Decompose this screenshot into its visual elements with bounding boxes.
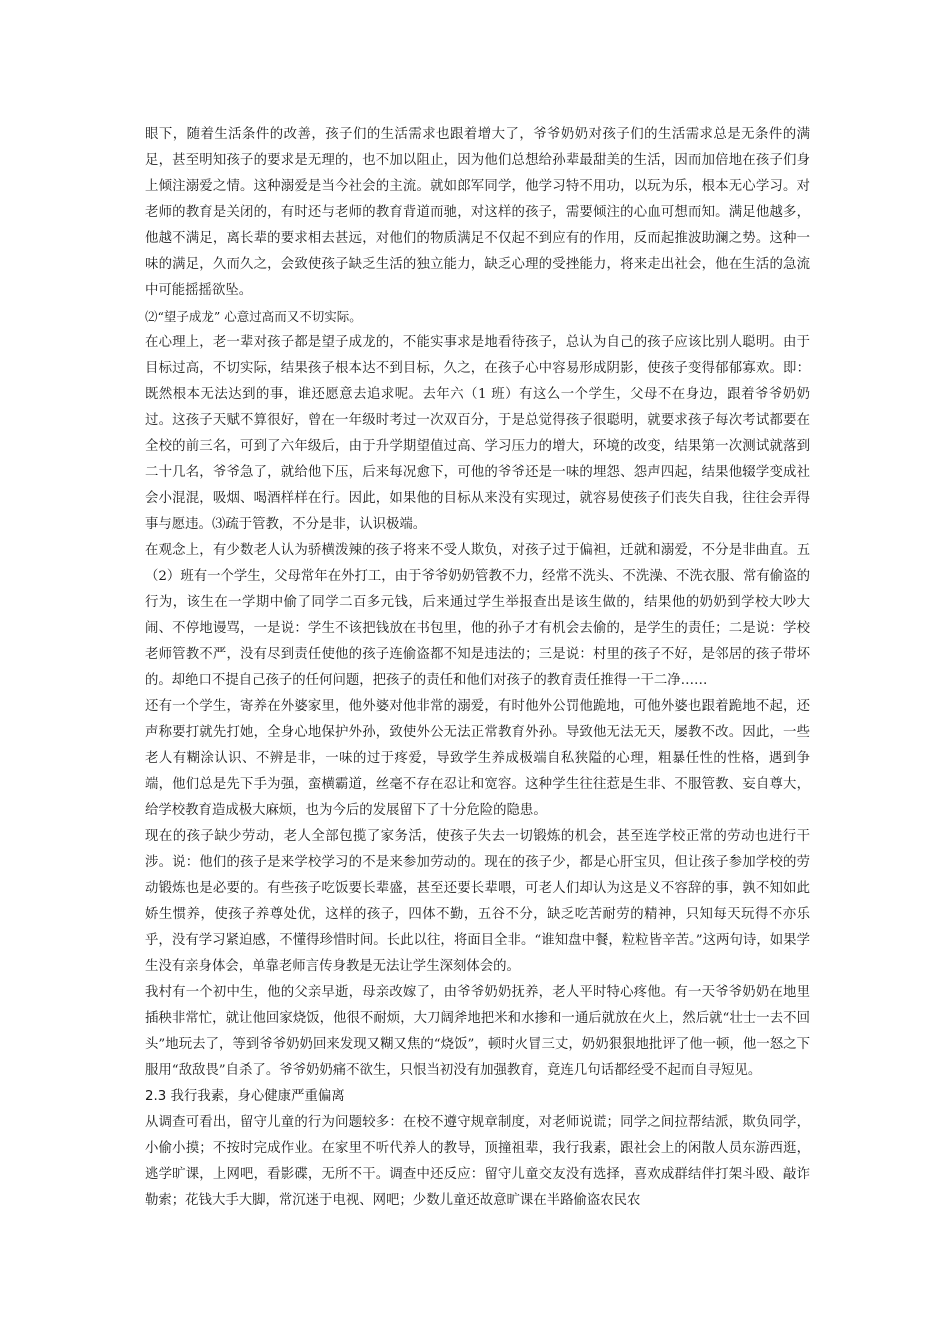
- paragraph-grandmother: 还有一个学生，寄养在外婆家里，他外婆对他非常的溺爱，有时他外公罚他跪地，可他外婆也跟着跪地不起，还声称要打就先打她，全身心地保护外孙，致使外公无法正常教育外孙。导致他无法无天，屡教不改。因此，一些老人有糊涂认识、不辨是非，一味的过于疼爱，导致学生养成极端自私狭隘的心理，粗暴任性的性格，遇到争端，他们总是先下手为强，蛮横霸道，丝毫不存在忍让和宽容。这种学生往往惹是生非、不服管教、妄自尊大，给学校教育造成极大麻烦，也为今后的发展留下了十分危险的隐患。: [145, 699, 810, 818]
- paragraph-bias: 在观念上，有少数老人认为骄横泼辣的孩子将来不受人欺负，对孩子过于偏袒，迁就和溺爱，不分是非曲直。五（2）班有一个学生，父母常年在外打工，由于爷爷奶奶管教不力，经常不洗头、不洗澡、不洗衣服、常有偷盗的行为，该生在一学期中偷了同学二百多元钱，后来通过学生举报查出是该生做的，结果他的奶奶到学校大吵大闹、不停地谩骂，一是说：学生不该把钱放在书包里，他的孙子才有机会去偷的，是学生的责任；二是说：学校老师管教不严，没有尽到责任使他的孩子连偷盗都不知是违法的；三是说：村里的孩子不好，是邻居的孩子带坏的。却绝口不提自己孩子的任何问题，把孩子的责任和他们对孩子的教育责任推得一干二净……: [145, 543, 810, 688]
- paragraph-spoiling: 眼下，随着生活条件的改善，孩子们的生活需求也跟着增大了，爷爷奶奶对孩子们的生活需求总是无条件的满足，甚至明知孩子的要求是无理的，也不加以阻止，因为他们总想给孙辈最甜美的生活，因而加倍地在孩子们身上倾注溺爱之情。这种溺爱是当今社会的主流。就如郎军同学，他学习特不用功，以玩为乐，根本无心学习。对老师的教育是关闭的，有时还与老师的教育背道而驰，对这样的孩子，需要倾注的心血可想而知。满足他越多，他越不满足，离长辈的要求相去甚远，对他们的物质满足不仅起不到应有的作用，反而起推波助澜之势。这种一味的满足，久而久之，会致使孩子缺乏生活的独立能力，缺乏心理的受挫能力，将来走出社会，他在生活的急流中可能摇摇欲坠。: [145, 127, 810, 298]
- paragraph-middle-school: 我村有一个初中生，他的父亲早逝，母亲改嫁了，由爷爷奶奶抚养，老人平时特心疼他。有一天爷爷奶奶在地里插秧非常忙，就让他回家烧饭，他很不耐烦，大刀阔斧地把米和水掺和一通后就放在火上，然后就“壮士一去不回头”地玩去了，等到爷爷奶奶回来发现又糊又焦的“烧饭”，顿时火冒三丈，奶奶狠狠地批评了他一顿，他一怒之下服用“敌敌畏”自杀了。爷爷奶奶痛不欲生，只恨当初没有加强教育，竟连几句话都经受不起而自寻短见。: [145, 985, 810, 1078]
- subheading-high-expectations: ⑵“望子成龙” 心意过高而又不切实际。: [145, 309, 362, 324]
- document-page: [145, 122, 810, 1214]
- paragraph-behavior: 从调查可看出，留守儿童的行为问题较多：在校不遵守规章制度，对老师说谎；同学之间拉帮结派，欺负同学，小偷小摸；不按时完成作业。在家里不听代养人的教导，顶撞祖辈，我行我素，跟社会上的闲散人员东游西逛，逃学旷课，上网吧，看影碟，无所不干。调查中还反应：留守儿童交友没有选择，喜欢成群结伴打架斗殴、敲诈勒索；花钱大手大脚，常沉迷于电视、网吧；少数儿童还故意旷课在半路偷盗农民农: [145, 1115, 810, 1208]
- paragraph-labor: 现在的孩子缺少劳动，老人全部包揽了家务活，使孩子失去一切锻炼的机会，甚至连学校正常的劳动也进行干涉。说：他们的孩子是来学校学习的不是来参加劳动的。现在的孩子少，都是心肝宝贝，但让孩子参加学校的劳动锻炼也是必要的。有些孩子吃饭要长辈盛，甚至还要长辈喂，可老人们却认为这是义不容辞的事，孰不知如此娇生惯养，使孩子养尊处优，这样的孩子，四体不勤，五谷不分，缺乏吃苦耐劳的精神，只知每天玩得不亦乐乎，没有学习紧迫感，不懂得珍惜时间。长此以往，将面目全非。“谁知盘中餐，粒粒皆辛苦。”这两句诗，如果学生没有亲身体会，单靠老师言传身教是无法让学生深刻体会的。: [145, 829, 810, 974]
- paragraph-expectations: 在心理上，老一辈对孩子都是望子成龙的，不能实事求是地看待孩子，总认为自己的孩子应该比别人聪明。由于目标过高，不切实际，结果孩子根本达不到目标，久之，在孩子心中容易形成阴影，使孩子变得郁郁寡欢。即：既然根本无法达到的事，谁还愿意去追求呢。去年六（1 班）有这么一个学生，父母不在身边，跟着爷爷奶奶过。这孩子天赋不算很好，曾在一年级时考过一次双百分，于是总觉得孩子很聪明，就要求孩子每次考试都要在全校的前三名，可到了六年级后，由于升学期望值过高、学习压力的增大，环境的改变，结果第一次测试就落到二十几名，爷爷急了，就给他下压，后来每况愈下，可他的爷爷还是一味的埋怨、怨声四起，结果他辍学变成社会小混混，吸烟、喝酒样样在行。因此，如果他的目标从来没有实现过，就容易使孩子们丧失自我，往往会弄得事与愿违。⑶疏于管教，不分是非，认识极端。: [145, 335, 810, 532]
- section-heading-2-3: 2.3 我行我素，身心健康严重偏离: [145, 1089, 345, 1104]
